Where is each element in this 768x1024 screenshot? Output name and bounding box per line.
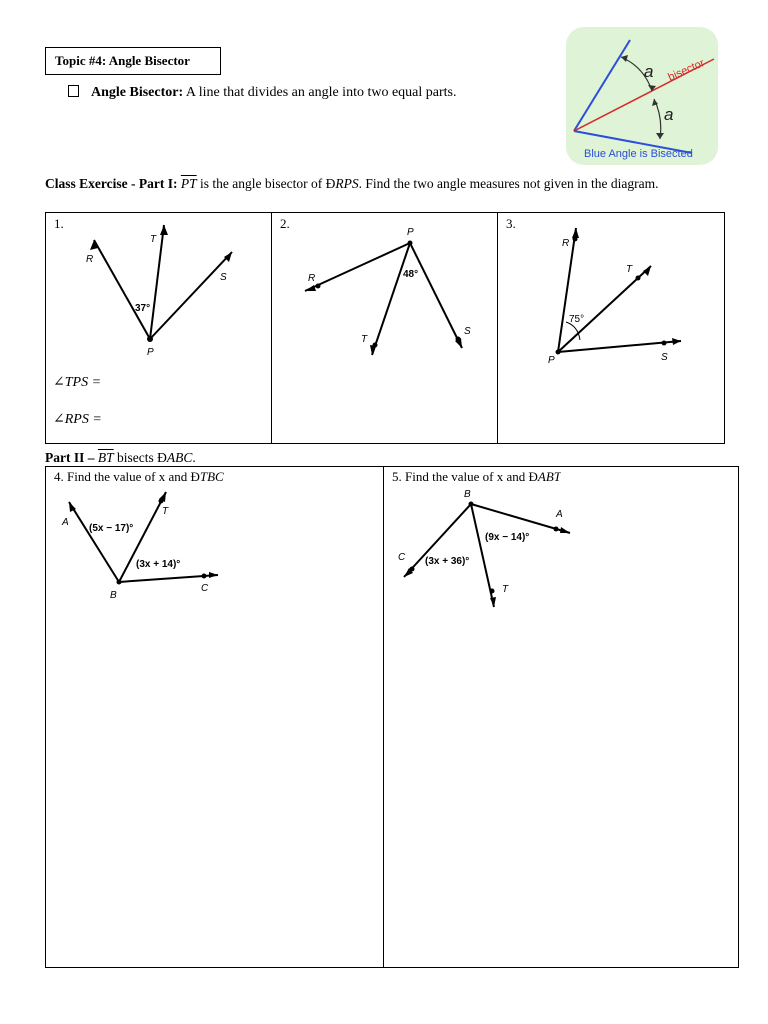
angle-label-a-lower: a [664, 105, 674, 124]
problem-2-diagram [272, 218, 496, 368]
label-b: B [110, 590, 117, 601]
angle-label-a-upper: a [644, 62, 654, 81]
label-s: S [661, 352, 668, 363]
topic-title-text: Topic #4: Angle Bisector [55, 53, 190, 68]
part2-segment: $\overline{BT}$ [97, 450, 114, 465]
label-r: R [86, 254, 94, 265]
angle-value: 48° [403, 269, 419, 280]
problem-4-angle-symbol: Ð [190, 469, 200, 484]
ray-ba [69, 502, 119, 582]
label-t: T [361, 334, 368, 345]
part1-problem-grid [45, 212, 725, 444]
angle-bisector-illustration [566, 27, 718, 165]
point-a [554, 527, 559, 532]
ray-ps [150, 252, 232, 339]
ray-pr [305, 243, 410, 291]
problem-1-diagram [46, 218, 270, 368]
problem-2-number: 2. [280, 216, 290, 231]
label-r: R [562, 238, 570, 249]
vertex-p [147, 336, 153, 342]
answer-rps: ∠RPS = [53, 412, 102, 427]
upper-arc-arrow-icon [621, 55, 628, 62]
ray-pt-arrow-icon [643, 266, 651, 276]
bisector-diagram-svg [566, 27, 718, 165]
vertex-p [408, 241, 413, 246]
ray-ps-arrow-icon [672, 338, 681, 345]
problem-5-title-prefix: 5. Find the value of x and [392, 469, 529, 484]
expr-1: (9x − 14)° [485, 532, 530, 543]
label-t: T [626, 264, 633, 275]
point-r [316, 284, 321, 289]
label-t: T [502, 584, 509, 595]
problem-4-title-prefix: 4. Find the value of x and [54, 469, 191, 484]
label-r: R [308, 273, 316, 284]
label-t: T [162, 506, 169, 517]
definition-term: Angle Bisector: [91, 85, 184, 100]
problem-3-number: 3. [506, 216, 516, 231]
ray-pr-arrow-icon [572, 228, 579, 238]
problem-4-cell [46, 467, 384, 967]
checkbox-bullet-icon [68, 85, 79, 97]
problem-4-angle-name: TBC [199, 469, 224, 484]
problem-1-number: 1. [54, 216, 64, 231]
vertex-b [469, 502, 474, 507]
part2-angle-name: ABC [166, 450, 193, 465]
problem-3-diagram [498, 218, 722, 368]
vertex-b [117, 580, 122, 585]
problem-3-cell [498, 213, 724, 443]
part2-angle-symbol: Ð [157, 450, 167, 465]
lower-arc-bottom-arrow-icon [656, 133, 664, 139]
angle-value: 75° [569, 314, 585, 325]
bisector-label: bisector [666, 57, 707, 84]
ray-bc-arrow-icon [209, 572, 218, 578]
topic-title [45, 47, 221, 75]
ray-pr [94, 240, 150, 339]
point-s [662, 341, 667, 346]
figure-caption: Blue Angle is Bisected [584, 148, 693, 160]
problem-4-diagram [46, 485, 382, 635]
expr-1: (5x − 17)° [89, 523, 134, 534]
label-p: P [147, 347, 154, 358]
problem-5-angle-symbol: Ð [528, 469, 538, 484]
part1-heading-end: . Find the two angle measures not given in the diagram. [358, 176, 659, 191]
problem-5-title [392, 469, 561, 485]
angle-value: 37° [135, 303, 151, 314]
label-p: P [548, 355, 555, 366]
label-s: S [464, 326, 471, 337]
point-t [636, 276, 641, 281]
problem-5-cell [384, 467, 738, 967]
point-c [202, 574, 207, 579]
vertex-p [556, 350, 561, 355]
point-t [490, 589, 495, 594]
part1-heading-mid: is the angle bisector of [196, 176, 326, 191]
label-c: C [201, 583, 209, 594]
part1-heading [45, 176, 725, 191]
ray-ba-arrow-icon [560, 527, 570, 533]
label-b: B [464, 489, 471, 500]
label-p: P [407, 227, 414, 238]
problem-1-cell [46, 213, 272, 443]
problem-4-title [54, 469, 224, 485]
label-a: A [62, 517, 69, 528]
expr-2: (3x + 14)° [136, 559, 181, 570]
label-a: A [556, 509, 563, 520]
part2-heading-dash: – [84, 450, 98, 465]
part2-problem-grid [45, 466, 739, 968]
definition-text: A line that divides an angle into two equal parts. [183, 85, 457, 100]
part1-angle-symbol: Ð [325, 176, 336, 191]
label-c: C [398, 552, 406, 563]
part1-segment: $\overline{PT}$ [180, 176, 197, 191]
part2-heading-bold: Part II [45, 450, 85, 465]
ray-ps [410, 243, 462, 348]
part1-angle-name: RPS [335, 176, 359, 191]
ray-pt [372, 243, 410, 355]
problem-5-diagram [384, 485, 736, 635]
expr-2: (3x + 36)° [425, 556, 470, 567]
ray-pt-arrow-icon [160, 225, 168, 235]
part1-heading-colon: : [172, 176, 181, 191]
answer-tps: ∠TPS = [53, 375, 102, 390]
label-t: T [150, 234, 157, 245]
part2-heading-end: . [192, 450, 196, 465]
problem-2-cell [272, 213, 498, 443]
definition-line [68, 85, 457, 101]
problem-5-angle-name: ABT [537, 469, 561, 484]
part2-heading-mid: bisects [113, 450, 158, 465]
part1-heading-bold: Class Exercise - Part I [45, 176, 173, 191]
part2-heading [45, 450, 196, 466]
label-s: S [220, 272, 227, 283]
